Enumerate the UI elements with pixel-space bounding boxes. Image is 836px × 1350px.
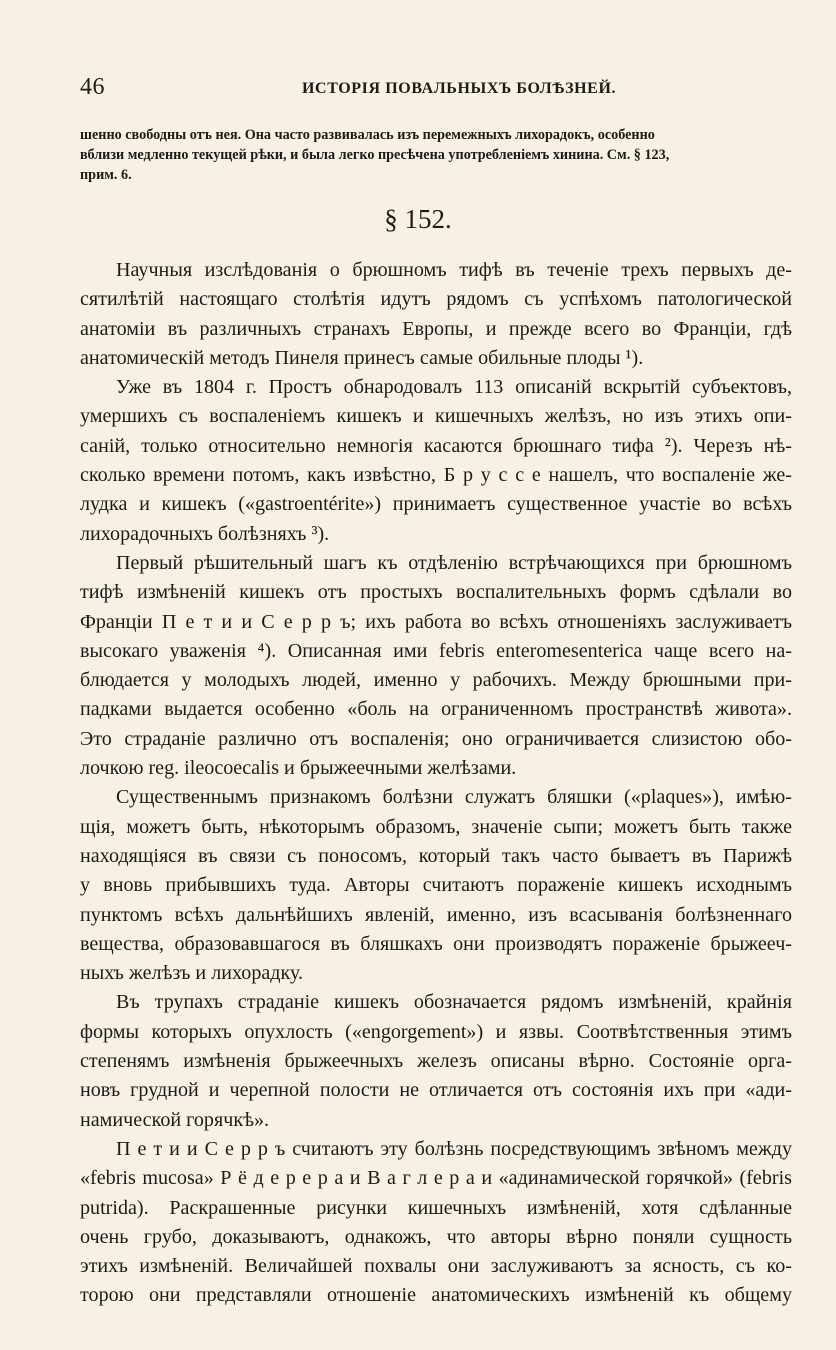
page-number: 46 xyxy=(80,74,105,100)
footnote-continuation xyxy=(80,125,792,185)
text-line: Это страданіе различно отъ воспаленія; оно ограничивается слизистою обо- xyxy=(80,727,792,750)
text-line: тифѣ измѣненій кишекъ отъ простыхъ воспалительныхъ формъ сдѣлали во xyxy=(80,581,792,604)
text-line: степенямъ измѣненія брыжеечныхъ железъ описаны вѣрно. Состояніе орга- xyxy=(80,1050,792,1073)
text-line: putrida). Раскрашенные рисунки кишечныхъ измѣненій, хотя сдѣланные xyxy=(80,1196,792,1219)
text-line: лихорадочныхъ болѣзняхъ ³). xyxy=(80,522,330,545)
text-line: падками выдается особенно «боль на ограниченномъ пространствѣ живота». xyxy=(80,698,792,721)
text-line: П е т и и С е р р ъ считаютъ эту болѣзнь посредствующимъ звѣномъ между xyxy=(116,1137,792,1160)
page-header xyxy=(80,74,780,108)
text-line: щія, можетъ быть, нѣкоторымъ образомъ, значеніе сыпи; можетъ быть также xyxy=(80,815,792,838)
text-line: намической горячкѣ». xyxy=(80,1108,270,1131)
text-line: сятилѣтій настоящаго столѣтія идутъ рядомъ съ успѣхомъ патологической xyxy=(80,288,792,311)
text-line: пунктомъ всѣхъ дальнѣйшихъ явленій, именно, изъ всасыванія болѣзненнаго xyxy=(80,903,792,926)
text-line: высокаго уваженія ⁴). Описанная ими febris enteromesenterica чаще всего на- xyxy=(80,639,792,662)
text-line: новъ грудной и черепной полости не отличается отъ состоянія ихъ при «ади- xyxy=(80,1079,792,1102)
text-line: лудка и кишекъ («gastroentérite») принимаетъ существенное участіе во всѣхъ xyxy=(80,493,792,516)
footnote-line: шенно свободны отъ нея. Она часто развивалась изъ перемежныхъ лихорадокъ, особенно xyxy=(80,127,655,143)
text-line: саній, только относительно немногія касаются брюшнаго тифа ²). Черезъ нѣ- xyxy=(80,434,792,457)
text-line: Въ трупахъ страданіе кишекъ обозначается рядомъ измѣненій, крайнія xyxy=(116,991,792,1014)
text-line: Первый рѣшительный шагъ къ отдѣленію встрѣчающихся при брюшномъ xyxy=(116,551,792,574)
text-line: лочкою reg. ileocoecalis и брыжеечными желѣзами. xyxy=(80,757,517,780)
text-line: «febris mucosa» Р ё д е р е р а и В а г л е р а и «адинамической горячкой» (febris xyxy=(80,1167,792,1190)
text-line: Научныя изслѣдованія о брюшномъ тифѣ въ теченіе трехъ первыхъ де- xyxy=(116,259,792,281)
text-line: сколько времени потомъ, какъ извѣстно, Б р у с с е нашелъ, что воспаленіе же- xyxy=(80,464,792,487)
text-line: у вновь прибывшихъ туда. Авторы считаютъ пораженіе кишекъ исходнымъ xyxy=(80,874,792,897)
text-line: блюдается у молодыхъ людей, именно у рабочихъ. Между брюшными при- xyxy=(80,669,792,692)
text-line: Существеннымъ признакомъ болѣзни служатъ бляшки («plaques»), имѣю- xyxy=(116,786,792,809)
body-text xyxy=(80,256,792,1311)
text-line: Франціи П е т и и С е р р ъ; ихъ работа во всѣхъ отношеніяхъ заслуживаетъ xyxy=(80,610,792,633)
text-line: анатоміи въ различныхъ странахъ Европы, и прежде всего во Франціи, гдѣ xyxy=(80,317,792,340)
text-line: ныхъ желѣзъ и лихорадку. xyxy=(80,962,304,985)
text-line: формы которыхъ опухлость («engorgement») и язвы. Соотвѣтственныя этимъ xyxy=(80,1020,792,1043)
running-title: ИСТОРІЯ ПОВАЛЬНЫХЪ БОЛѢЗНЕЙ. xyxy=(302,80,617,97)
footnote-line: прим. 6. xyxy=(80,167,132,183)
section-heading: § 152. xyxy=(384,204,452,234)
text-line: находящіяся въ связи съ поносомъ, который такъ часто бываетъ въ Парижѣ xyxy=(80,844,792,867)
footnote-line: вблизи медленно текущей рѣки, и была легко пресѣчена употребленіемъ хинина. См. § 123, xyxy=(80,147,670,163)
text-line: анатомическій методъ Пинеля принесъ самые обильные плоды ¹). xyxy=(80,346,644,369)
text-line: вещества, образовавшагося въ бляшкахъ они производятъ пораженіе брыжееч- xyxy=(80,932,792,955)
text-line: этихъ измѣненій. Величайшей похвалы они заслуживаютъ за ясность, съ ко- xyxy=(80,1255,792,1278)
text-line: Уже въ 1804 г. Простъ обнародовалъ 113 описаній вскрытій субъектовъ, xyxy=(116,376,792,399)
text-line: торою они представляли отношеніе анатомическихъ измѣненій къ общему xyxy=(80,1284,792,1307)
text-line: умершихъ съ воспаленіемъ кишекъ и кишечныхъ желѣзъ, но изъ этихъ опи- xyxy=(80,405,792,428)
text-line: очень грубо, доказываютъ, однакожъ, что авторы вѣрно поняли сущность xyxy=(80,1225,792,1248)
